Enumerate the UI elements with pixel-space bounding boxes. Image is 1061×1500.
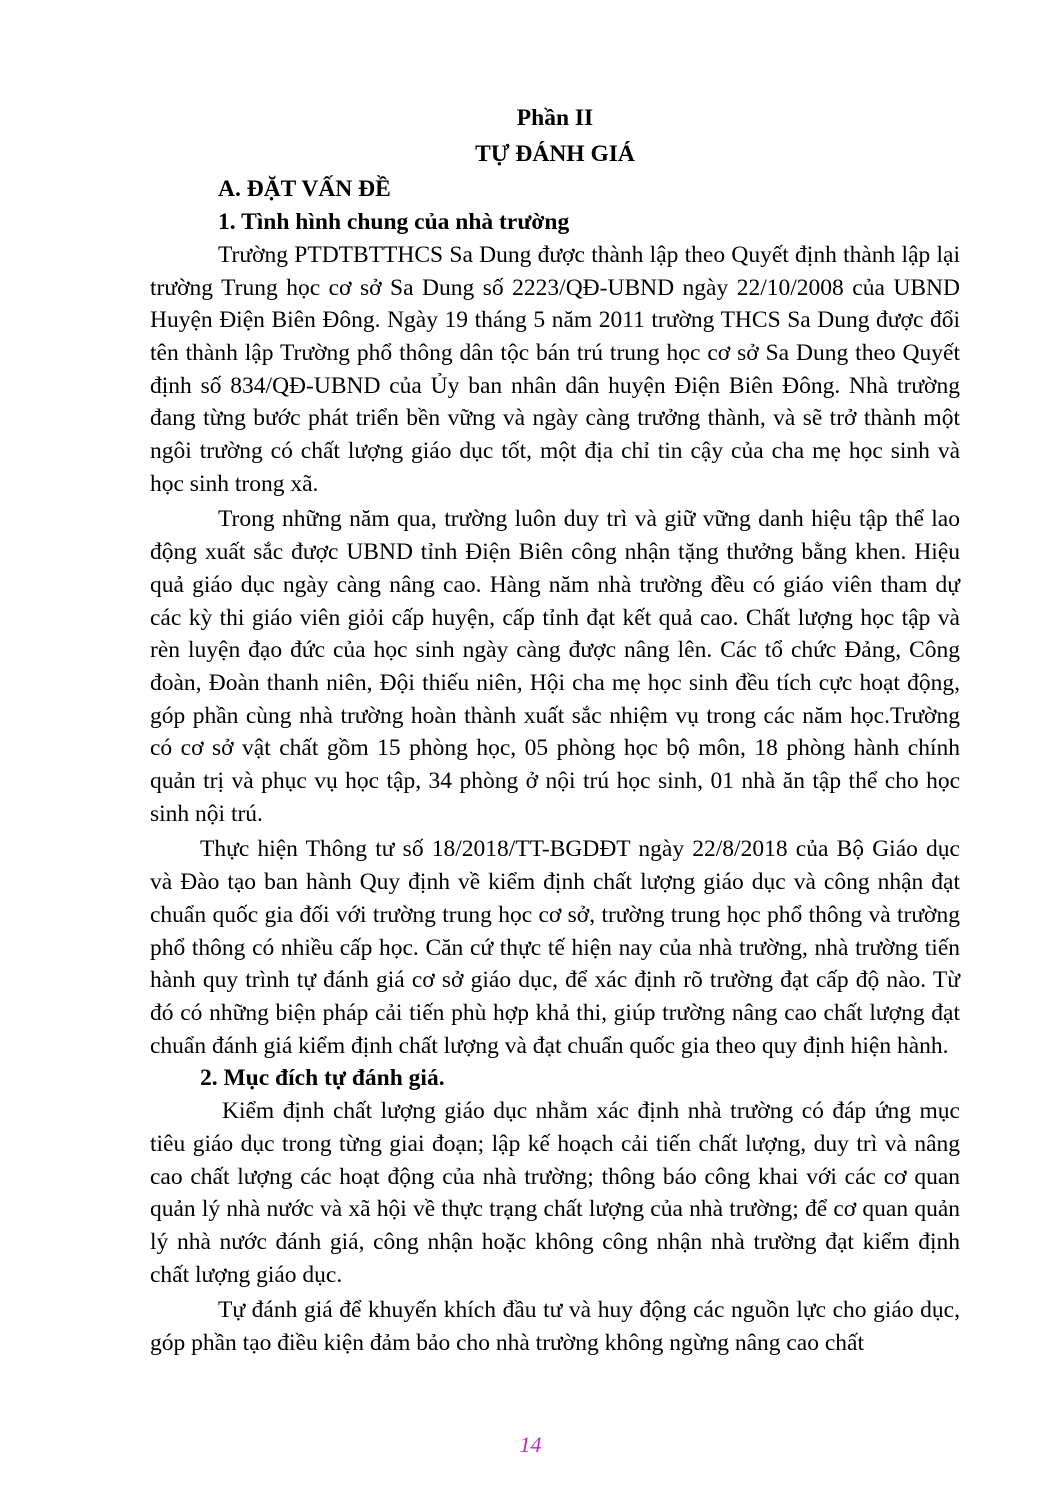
heading-evaluation-purpose: 2. Mục đích tự đánh giá. bbox=[200, 1065, 445, 1092]
heading-general-situation: 1. Tình hình chung của nhà trường bbox=[218, 209, 570, 236]
part-subtitle: TỰ ĐÁNH GIÁ bbox=[475, 140, 635, 167]
paragraph-accreditation-purpose: Kiểm định chất lượng giáo dục nhằm xác định nhà trường có đáp ứng mục tiêu giáo dục trong từng giai đoạn; lập kế hoạch cải tiến chất lượng, duy trì và nâng cao chất lượng các hoạt động của nhà trường; thông báo công khai với các cơ quan quản lý nhà nước và xã hội về thực trạng chất lượng của nhà trường; để cơ quan quản lý nhà nước đánh giá, công nhận hoặc không công nhận nhà trường đạt kiểm định chất lượng giáo dục. bbox=[150, 1098, 960, 1288]
paragraph-self-evaluation: Tự đánh giá để khuyến khích đầu tư và huy động các nguồn lực cho giáo dục, góp phần tạo điều kiện đảm bảo cho nhà trường không ngừng nâng cao chất bbox=[150, 1297, 960, 1357]
part-title: Phần II bbox=[516, 105, 594, 131]
paragraph-school-history: Trường PTDTBTTHCS Sa Dung được thành lập theo Quyết định thành lập lại trường Trung học cơ sở Sa Dung số 2223/QĐ-UBND ngày 22/10/2008 của UBND Huyện Điện Biên Đông. Ngày 19 tháng 5 năm 2011 trường THCS Sa Dung được đổi tên thành lập Trường phổ thông dân tộc bán trú trung học cơ sở Sa Dung theo Quyết định số 834/QĐ-UBND của Ủy ban nhân dân huyện Điện Biên Đông. Nhà trường đang từng bước phát triển bền vững và ngày càng trưởng thành, và sẽ trở thành một ngôi trường có chất lượng giáo dục tốt, một địa chỉ tin cậy của cha mẹ học sinh và học sinh trong xã. bbox=[150, 241, 960, 497]
paragraph-circular: Thực hiện Thông tư số 18/2018/TT-BGDĐT ngày 22/8/2018 của Bộ Giáo dục và Đào tạo ban hành Quy định về kiểm định chất lượng giáo dục và công nhận đạt chuẩn quốc gia đối với trường trung học cơ sở, trường trung học phổ thông và trường phổ thông có nhiều cấp học. Căn cứ thực tế hiện nay của nhà trường, nhà trường tiến hành quy trình tự đánh giá cơ sở giáo dục, để xác định rõ trường đạt cấp độ nào. Từ đó có những biện pháp cải tiến phù hợp khả thi, giúp trường nâng cao chất lượng đạt chuẩn đánh giá kiểm định chất lượng và đạt chuẩn quốc gia theo quy định hiện hành. bbox=[150, 836, 960, 1059]
paragraph-achievements: Trong những năm qua, trường luôn duy trì và giữ vững danh hiệu tập thể lao động xuất sắc được UBND tỉnh Điện Biên công nhận tặng thưởng bằng khen. Hiệu quả giáo dục ngày càng nâng cao. Hàng năm nhà trường đều có giáo viên tham dự các kỳ thi giáo viên giỏi cấp huyện, cấp tỉnh đạt kết quả cao. Chất lượng học tập và rèn luyện đạo đức của học sinh ngày càng được nâng lên. Các tổ chức Đảng, Công đoàn, Đoàn thanh niên, Đội thiếu niên, Hội cha mẹ học sinh đều tích cực hoạt động, góp phần cùng nhà trường hoàn thành xuất sắc nhiệm vụ trong các năm học.Trường có cơ sở vật chất gồm 15 phòng học, 05 phòng học bộ môn, 18 phòng hành chính quản trị và phục vụ học tập, 34 phòng ở nội trú học sinh, 01 nhà ăn tập thể cho học sinh nội trú. bbox=[150, 506, 960, 827]
section-a-heading: A. ĐẶT VẤN ĐỀ bbox=[218, 176, 391, 203]
document-page bbox=[150, 100, 960, 1390]
page-number: 14 bbox=[519, 1432, 542, 1457]
